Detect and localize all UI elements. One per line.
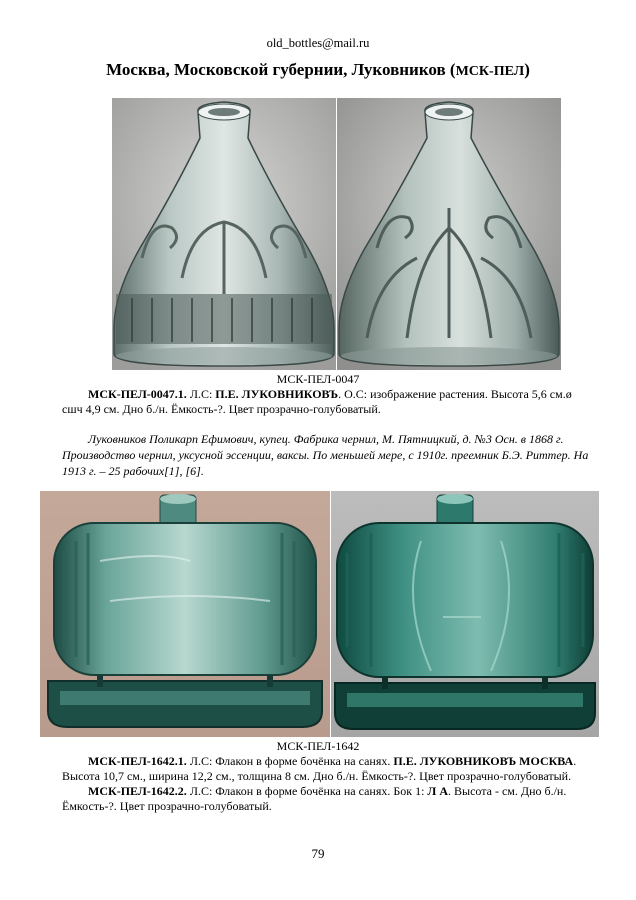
desc-part1: Л.С:	[186, 387, 216, 401]
figure2-caption: МСК-ПЕЛ-1642	[276, 739, 360, 753]
page-title	[0, 60, 636, 80]
item2-part1: Л.С: Флакон в форме бочёнка на санях. Бок 1:	[186, 784, 428, 798]
title-end: )	[524, 60, 530, 79]
item-code: МСК-ПЕЛ-0047.1.	[88, 387, 187, 401]
barrel-photo-left	[40, 491, 330, 737]
history-note: Луковников Поликарп Ефимович, купец. Фабрика чернил, М. Пятницкий, д. №3 Осн. в 1868 г. Производство чернил, уксусной эссенции, ваксы. По меньшей мере, с 1910г. преемник Б.Э. Риттер. На 1913 г. – 25 рабочих[1], [6].	[62, 432, 589, 478]
figure2-item2	[62, 784, 582, 814]
page-number: 79	[311, 846, 325, 861]
side-inscription: Л А	[427, 784, 449, 798]
email-address: old_bottles@mail.ru	[266, 36, 370, 50]
figure1-description	[62, 387, 582, 417]
title-code: МСК-ПЕЛ	[455, 64, 525, 79]
item1-part2: . Высота 10,7 см., ширина 12,2 см., толщина 8 см. Дно б./н. Ёмкость-?. Цвет прозрачно-голубоватый.	[62, 754, 577, 783]
barrel-photo-right	[331, 491, 599, 737]
item-code: МСК-ПЕЛ-1642.1.	[88, 754, 187, 768]
front-inscription: П.Е. ЛУКОВНИКОВЪ МОСКВА	[393, 754, 574, 768]
item2-part2: . Высота - см. Дно б./н. Ёмкость-?. Цвет прозрачно-голубоватый.	[62, 784, 567, 813]
front-inscription: П.Е. ЛУКОВНИКОВЪ	[215, 387, 339, 401]
bottle-photo-front	[112, 98, 336, 370]
desc-part2: . О.С: изображение растения. Высота 5,6 см.ø сшч 4,9 см. Дно б./н. Ёмкость-?. Цвет прозрачно-голубоватый.	[62, 387, 572, 416]
title-main: Москва, Московской губернии, Луковников (	[106, 60, 456, 79]
item-code: МСК-ПЕЛ-1642.2.	[88, 784, 187, 798]
figure2-item1	[62, 754, 582, 784]
figure1-caption: МСК-ПЕЛ-0047	[276, 372, 360, 386]
item1-part1: Л.С: Флакон в форме бочёнка на санях.	[186, 754, 394, 768]
bottle-photo-back	[337, 98, 561, 370]
